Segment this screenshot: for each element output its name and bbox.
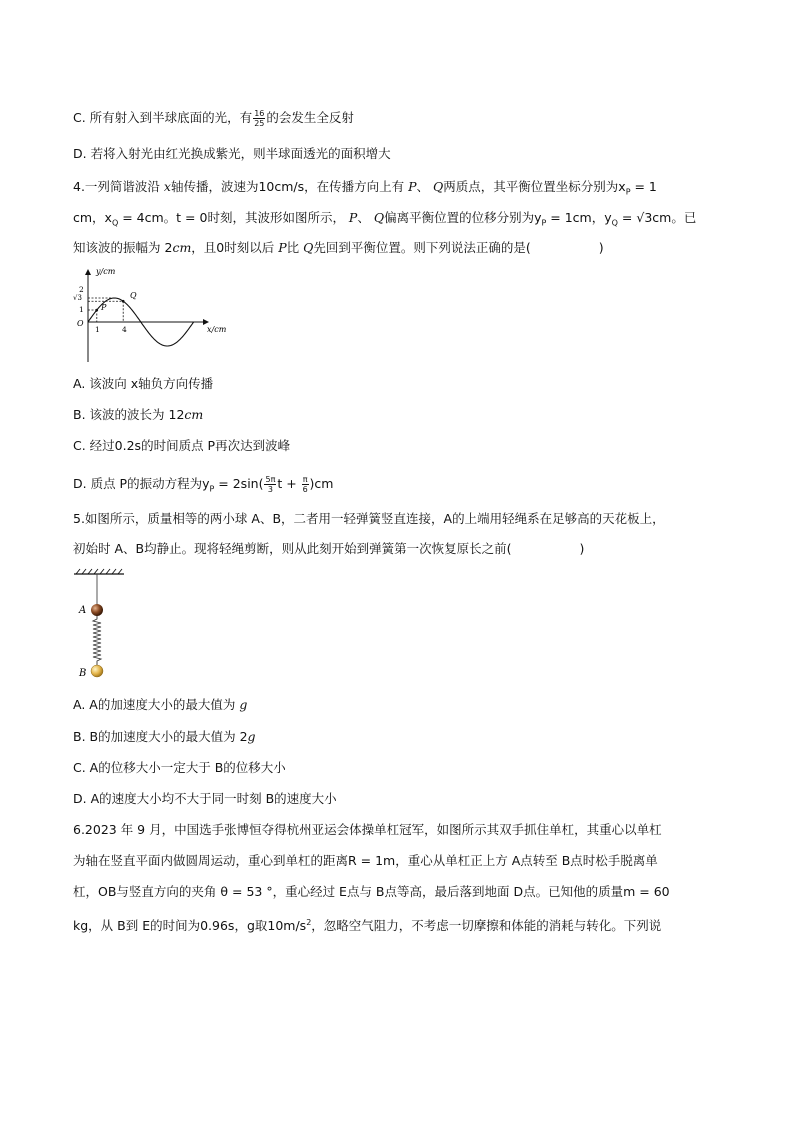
point-p <box>96 309 99 312</box>
option-a-q5: A. A的加速度大小的最大值为 g <box>73 697 248 712</box>
point-label: P <box>101 303 107 312</box>
spring <box>93 616 101 665</box>
option-b-q5: B. B的加速度大小的最大值为 2g <box>73 729 256 744</box>
question-6-line-1: 6.2023 年 9 月，中国选手张博恒夺得杭州亚运会体操单杠冠军，如图所示其双手抓住单杠，其重心以单杠 <box>73 822 662 837</box>
y-axis-label: y/cm <box>96 267 116 276</box>
ball-b-label: B <box>79 668 87 679</box>
point-q <box>122 300 125 303</box>
fraction: $\frac{\pi}{6}$ <box>302 475 308 494</box>
wave-graph <box>72 264 242 366</box>
option-b-q4: B. 该波的波长为 12cm <box>73 407 204 422</box>
ball-b <box>91 665 103 677</box>
question-4-line-3: 知该波的振幅为 2cm，且0时刻以后 P比 Q先回到平衡位置。则下列说法正确的是( ) <box>73 240 604 255</box>
x-axis-label: x/cm <box>207 325 227 334</box>
y-tick-label: 1 <box>79 305 84 314</box>
option-c-q3: C. 所有射入到半球底面的光，有 $\frac{16}{25}$ 的会发生全反射 <box>73 109 354 128</box>
option-d-q3: D. 若将入射光由红光换成紫光，则半球面透光的面积增大 <box>73 146 391 161</box>
y-tick-label: √3 <box>73 294 82 302</box>
option-a-q4: A. 该波向 x轴负方向传播 <box>73 376 214 391</box>
fraction: $\frac{16}{25}$ <box>254 109 265 128</box>
option-c-q4: C. 经过0.2s的时间质点 P再次达到波峰 <box>73 438 291 453</box>
spring-figure <box>72 568 132 684</box>
ball-a-label: A <box>79 605 87 616</box>
question-4-line-2: cm，$x_Q = 4cm$。t = 0时刻，其波形如图所示， P、 Q偏离平衡位置的位移分别为$y_P = 1cm$，$y_Q = √3cm$。已 <box>73 210 697 228</box>
option-d-q4: D. 质点 P的振动方程为$y_P = 2\sin$( $\frac{5\pi}{3}$ t + $\frac{\pi}{6}$ )cm <box>73 475 334 494</box>
x-tick-label: 4 <box>122 325 127 334</box>
option-d-q5: D. A的速度大小均不大于同一时刻 B的速度大小 <box>73 791 337 806</box>
x-tick-label: 1 <box>95 325 100 334</box>
question-6-line-4: kg，从 B到 E的时间为0.96s，g取$10m/s^2$，忽略空气阻力，不考虑一切摩擦和体能的消耗与转化。下列说 <box>73 918 662 934</box>
ball-a <box>91 604 103 616</box>
ceiling-hatch <box>76 569 122 574</box>
question-5-line-2: 初始时 A、B均静止。现将轻绳剪断，则从此刻开始到弹簧第一次恢复原长之前( ) <box>73 541 585 556</box>
option-c-q5: C. A的位移大小一定大于 B的位移大小 <box>73 760 286 775</box>
question-5-line-1: 5.如图所示，质量相等的两小球 A、B，二者用一轻弹簧竖直连接，A的上端用轻绳系在足够高的天花板上， <box>73 511 665 526</box>
fraction: $\frac{5\pi}{3}$ <box>265 475 276 494</box>
question-4-line-1: 4.一列简谐波沿 x轴传播，波速为10cm/s，在传播方向上有 P、 Q两质点，其平衡位置坐标分别为$x_P = 1$ <box>73 179 657 197</box>
point-label: Q <box>130 291 137 300</box>
question-6-line-2: 为轴在竖直平面内做圆周运动，重心到单杠的距离R = 1m，重心从单杠正上方 A点转至 B点时松手脱离单 <box>73 853 658 868</box>
question-6-line-3: 杠，OB与竖直方向的夹角 θ = 53 °，重心经过 E点与 B点等高，最后落到地面 D点。已知他的质量m = 60 <box>73 884 670 899</box>
origin-label: O <box>77 319 84 328</box>
y-tick-label: 2 <box>79 285 84 294</box>
